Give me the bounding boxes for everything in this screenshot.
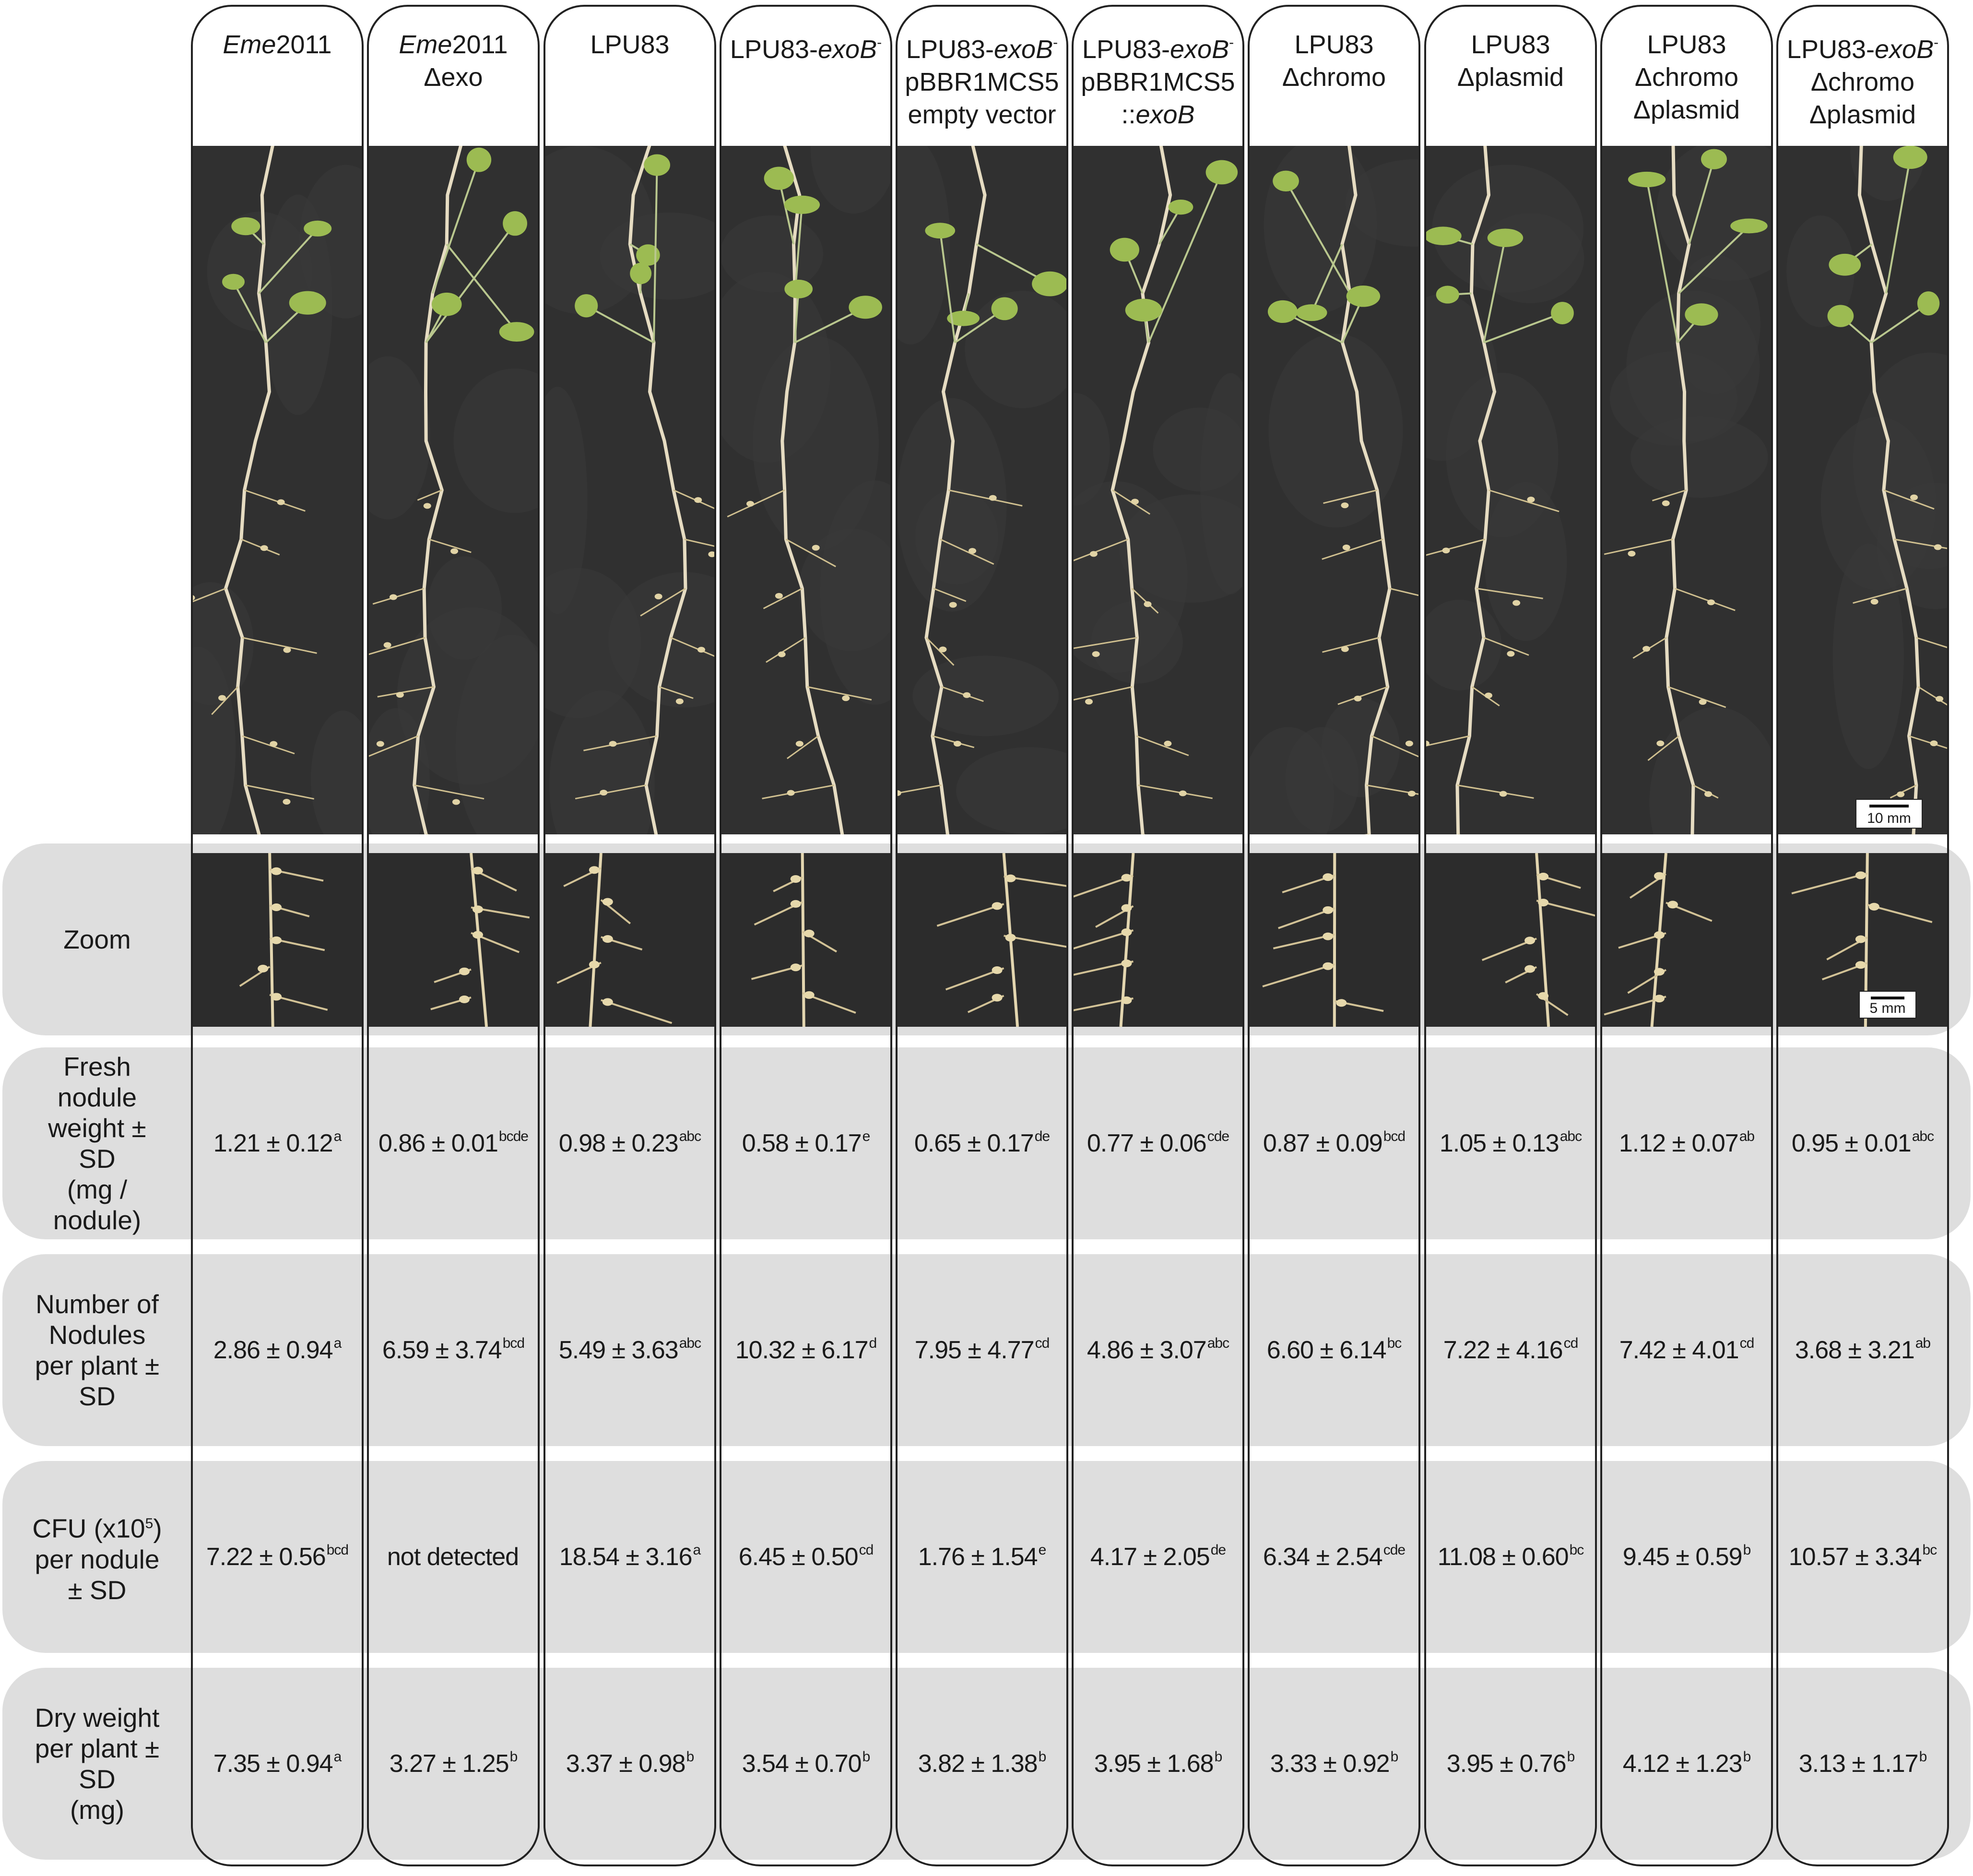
header-line: Δexo [424,63,483,92]
nodule-number-value [896,1254,1068,1446]
nodule-number-value [1248,1254,1420,1446]
header-line: LPU83 [590,30,670,59]
fresh-nodule-weight-value [543,1047,716,1239]
significance-letters: cd [859,1542,874,1558]
header-line: Eme2011 [223,30,332,59]
row-label-fresh-weight: Fresh nodule weight ± SD (mg / nodule) [48,1052,146,1235]
fresh-nodule-weight-value [1424,1047,1597,1239]
significance-letters: b [1038,1749,1046,1765]
significance-letters: e [1038,1542,1046,1558]
value-text: 7.95 ± 4.77 [914,1336,1034,1364]
cfu-value [1424,1461,1597,1653]
value-text: 4.12 ± 1.23 [1622,1750,1742,1778]
significance-letters: b [862,1749,870,1765]
header-line: LPU83 [1647,30,1726,59]
header-line: LPU83 [1471,30,1550,59]
cfu-value [1600,1461,1773,1653]
value-text: 4.17 ± 2.05 [1090,1543,1210,1571]
value-text: 2.86 ± 0.94 [213,1336,333,1364]
root-zoom-photo [1250,853,1418,1027]
significance-letters: abc [679,1335,701,1351]
significance-letters: bcd [502,1335,525,1351]
column-header [1776,7,1949,139]
header-line: Δchromo [1634,63,1739,92]
nodule-number-value [367,1254,540,1446]
value-text: not detected [387,1543,519,1571]
dry-weight-value [720,1668,892,1860]
fresh-nodule-weight-value [367,1047,540,1239]
nodule-number-value [1776,1254,1949,1446]
root-zoom-photo [721,853,890,1027]
nodule-number-value [1424,1254,1597,1446]
dry-weight-value [1424,1668,1597,1860]
cfu-value [367,1461,540,1653]
significance-letters: ab [1739,1128,1755,1144]
significance-letters: a [693,1542,701,1558]
significance-letters: b [1390,1749,1398,1765]
value-text: 3.68 ± 3.21 [1795,1336,1914,1364]
plant-photo [898,146,1066,834]
value-text: 0.77 ± 0.06 [1087,1129,1206,1157]
root-zoom-photo [1074,853,1242,1027]
value-text: 4.86 ± 3.07 [1087,1336,1206,1364]
nodule-number-value [543,1254,716,1446]
value-text: 10.57 ± 3.34 [1788,1543,1922,1571]
value-text: 1.76 ± 1.54 [918,1543,1038,1571]
value-text: 6.59 ± 3.74 [382,1336,502,1364]
header-line: ::exoB [1121,100,1195,129]
row-label-cfu: CFU $(x10^5)$ per nodule ± SD [32,1513,162,1605]
cfu-value [1776,1461,1949,1653]
header-line: Δplasmid [1809,100,1916,129]
column-header [367,7,540,139]
significance-letters: abc [1207,1335,1229,1351]
value-text: 1.21 ± 0.12 [213,1129,333,1157]
plant-photo [721,146,890,834]
significance-letters: bcd [326,1542,349,1558]
significance-letters: cd [1739,1335,1754,1351]
significance-letters: bcd [1383,1128,1406,1144]
fresh-nodule-weight-value [1072,1047,1244,1239]
value-text: 0.86 ± 0.01 [378,1129,498,1157]
value-text: 6.45 ± 0.50 [738,1543,858,1571]
dry-weight-value [191,1668,364,1860]
column-header [720,7,892,139]
significance-letters: a [333,1128,342,1144]
plant-photo [369,146,538,834]
significance-letters: b [1214,1749,1222,1765]
fresh-nodule-weight-value [896,1047,1068,1239]
cfu-value [191,1461,364,1653]
plant-photo [1426,146,1595,834]
root-zoom-photo [898,853,1066,1027]
root-zoom-photo [193,853,362,1027]
significance-letters: b [1567,1749,1575,1765]
significance-letters: de [1034,1128,1050,1144]
fresh-nodule-weight-value [1248,1047,1420,1239]
significance-letters: a [333,1749,342,1765]
dry-weight-value [1776,1668,1949,1860]
nodule-number-value [720,1254,892,1446]
significance-letters: b [686,1749,694,1765]
value-text: 10.32 ± 6.17 [735,1336,868,1364]
dry-weight-value [1248,1668,1420,1860]
cfu-value [896,1461,1068,1653]
nodule-number-value [191,1254,364,1446]
significance-letters: cde [1207,1128,1229,1144]
dry-weight-value [1072,1668,1244,1860]
header-line: empty vector [908,100,1056,129]
header-line: LPU83-exoB- [1082,35,1234,64]
significance-letters: b [509,1749,518,1765]
significance-letters: abc [679,1128,701,1144]
header-line: Eme2011 [399,30,508,59]
significance-letters: b [1743,1749,1751,1765]
significance-letters: abc [1912,1128,1934,1144]
column-header [1248,7,1420,139]
fresh-nodule-weight-value [1776,1047,1949,1239]
scale-bar-10mm: 10 mm [1855,799,1923,829]
value-text: 0.87 ± 0.09 [1263,1129,1382,1157]
value-text: 1.05 ± 0.13 [1439,1129,1559,1157]
dry-weight-value [367,1668,540,1860]
plant-photo [1074,146,1242,834]
fresh-nodule-weight-value [720,1047,892,1239]
value-text: 5.49 ± 3.63 [558,1336,678,1364]
header-line: LPU83 [1294,30,1374,59]
significance-letters: abc [1559,1128,1582,1144]
value-text: 6.60 ± 6.14 [1266,1336,1386,1364]
root-zoom-photo [545,853,714,1027]
value-text: 0.58 ± 0.17 [742,1129,862,1157]
value-text: 0.65 ± 0.17 [914,1129,1034,1157]
value-text: 7.35 ± 0.94 [213,1750,333,1778]
value-text: 6.34 ± 2.54 [1263,1543,1382,1571]
plant-photo [1778,146,1947,834]
value-text: 7.42 ± 4.01 [1619,1336,1739,1364]
value-text: 7.22 ± 4.16 [1443,1336,1563,1364]
fresh-nodule-weight-value [1600,1047,1773,1239]
significance-letters: bcde [498,1128,528,1144]
significance-letters: bc [1569,1542,1584,1558]
column-header [543,7,716,139]
header-line: Δchromo [1282,63,1386,92]
row-label-nodule-number: Number of Nodules per plant ± SD [35,1289,160,1411]
value-text: 7.22 ± 0.56 [206,1543,326,1571]
significance-letters: cd [1035,1335,1050,1351]
nodule-number-value [1600,1254,1773,1446]
header-line: pBBR1MCS5 [905,68,1059,96]
significance-letters: b [1919,1749,1927,1765]
significance-letters: cd [1563,1335,1578,1351]
value-text: 3.33 ± 0.92 [1270,1750,1390,1778]
column-header [1600,7,1773,139]
header-line: Δplasmid [1457,63,1564,92]
header-line: Δchromo [1810,68,1915,96]
value-text: 3.54 ± 0.70 [742,1750,862,1778]
value-text: 9.45 ± 0.59 [1622,1543,1742,1571]
value-text: 3.95 ± 0.76 [1446,1750,1566,1778]
nodule-number-value [1072,1254,1244,1446]
value-text: 3.13 ± 1.17 [1798,1750,1918,1778]
header-line: Δplasmid [1633,95,1740,124]
value-text: 1.12 ± 0.07 [1619,1129,1738,1157]
cfu-value [543,1461,716,1653]
significance-letters: ab [1915,1335,1931,1351]
value-text: 3.27 ± 1.25 [389,1750,509,1778]
dry-weight-value [1600,1668,1773,1860]
significance-letters: d [869,1335,877,1351]
column-header [1424,7,1597,139]
cfu-value [1248,1461,1420,1653]
header-line: LPU83-exoB- [1786,35,1939,64]
plant-photo [545,146,714,834]
column-header [896,7,1068,139]
row-label-dry-weight: Dry weight per plant ± SD (mg) [35,1703,160,1825]
value-text: 18.54 ± 3.16 [559,1543,692,1571]
column-header [1072,7,1244,139]
cfu-value [720,1461,892,1653]
value-text: 11.08 ± 0.60 [1437,1543,1569,1571]
significance-letters: b [1743,1542,1751,1558]
header-line: LPU83-exoB- [730,35,882,64]
significance-letters: de [1210,1542,1226,1558]
value-text: 3.82 ± 1.38 [918,1750,1038,1778]
plant-photo [1250,146,1418,834]
significance-letters: bc [1922,1542,1937,1558]
plant-photo [193,146,362,834]
significance-letters: cde [1383,1542,1406,1558]
significance-letters: bc [1387,1335,1402,1351]
header-line: pBBR1MCS5 [1081,68,1235,96]
plant-photo [1602,146,1771,834]
value-text: 3.95 ± 1.68 [1094,1750,1214,1778]
root-zoom-photo [1426,853,1595,1027]
significance-letters: e [862,1128,870,1144]
scale-bar-5mm: 5 mm [1859,991,1916,1019]
column-header [191,7,364,139]
root-zoom-photo [369,853,538,1027]
value-text: 0.98 ± 0.23 [558,1129,678,1157]
root-zoom-photo [1602,853,1771,1027]
fresh-nodule-weight-value [191,1047,364,1239]
dry-weight-value [896,1668,1068,1860]
value-text: 0.95 ± 0.01 [1791,1129,1911,1157]
value-text: 3.37 ± 0.98 [566,1750,685,1778]
cfu-value [1072,1461,1244,1653]
dry-weight-value [543,1668,716,1860]
row-label-zoom: Zoom [63,925,131,954]
header-line: LPU83-exoB- [906,35,1058,64]
significance-letters: a [333,1335,342,1351]
